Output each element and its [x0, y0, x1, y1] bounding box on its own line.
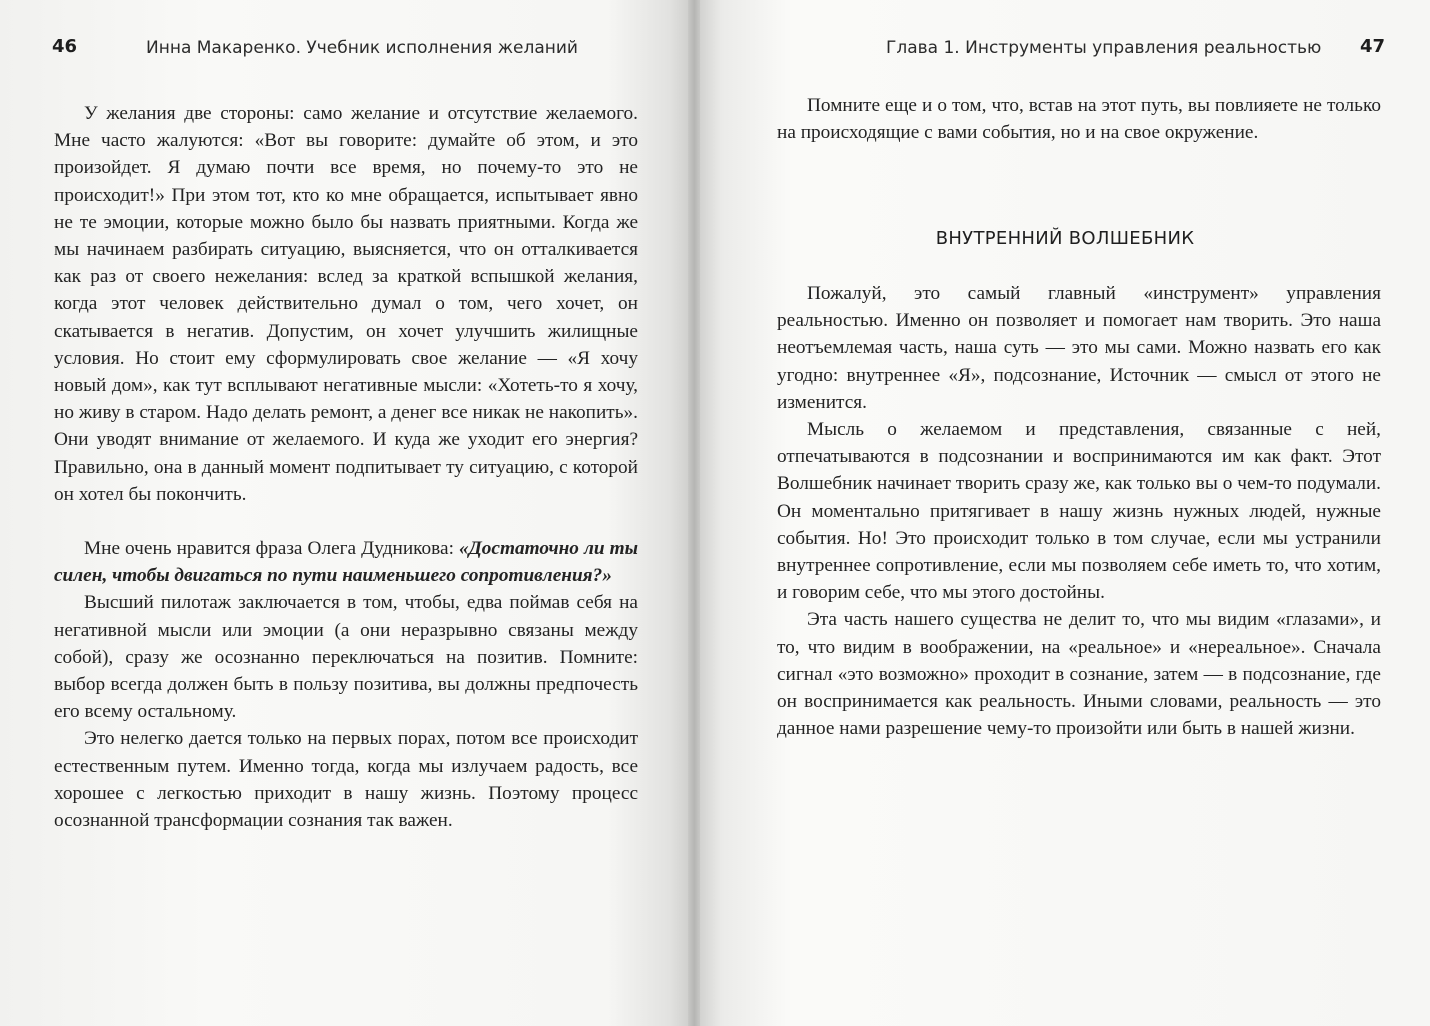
body-text: [54, 100, 638, 834]
quote-text: «Достаточно ли ты силен, чтобы двигаться по пути наименьшего сопротивления?»: [54, 538, 638, 587]
paragraph: Помните еще и о том, что, встав на этот путь, вы повлияете не только на происходящие с вами события, но и на свое окружение.: [777, 95, 1381, 144]
paragraph: Высший пилотаж заключается в том, чтобы, едва поймав себя на негативной мысли или эмоции (а они неразрывно связаны между собой), сразу же осознанно переключаться на позитив. Помните: выбор всегда должен быть в пользу позитива, вы должны предпочесть его всему остальному.: [54, 592, 638, 723]
page-number: 47: [1360, 36, 1386, 57]
quote-paragraph: [54, 535, 638, 589]
page-number: 46: [52, 36, 78, 57]
running-head: Глава 1. Инструменты управления реальностью: [886, 38, 1322, 58]
left-page: [0, 0, 690, 1026]
paragraph: Эта часть нашего существа не делит то, что мы видим «глазами», и то, что видим в воображении, на «реальное» и «нереальное». Сначала сигнал «это возможно» проходит в сознание, затем — в подсознание, где он воспринимается как реальность. Иными словами, реальность — это данное нами разрешение чему-то произойти или быть в нашей жизни.: [777, 609, 1381, 740]
body-text: [777, 280, 1381, 742]
running-head: Инна Макаренко. Учебник исполнения желаний: [146, 38, 578, 58]
paragraph: Это нелегко дается только на первых порах, потом все происходит естественным путем. Именно тогда, когда мы излучаем радость, все хорошее с легкостью приходит в нашу жизнь. Поэтому процесс осознанной трансформации сознания так важен.: [54, 728, 638, 832]
paragraph: У желания две стороны: само желание и отсутствие желаемого. Мне часто жалуются: «Вот вы говорите: думайте об этом, и это произойдет. Я думаю почти все время, но почему-то это не происходит!» При этом тот, кто ко мне обращается, испытывает явно не те эмоции, которые можно было бы назвать приятными. Когда же мы начинаем разбирать ситуацию, выясняется, что он отталкивается как раз от своего нежелания: вслед за краткой вспышкой желания, когда этот человек действительно думал о том, чего хочет, он скатывается в негатив. Допустим, он хочет улучшить жилищные условия. Но стоит ему сформулировать свое желание — «Я хочу новый дом», как тут всплывают негативные мысли: «Хотеть-то я хочу, но живу в старом. Надо делать ремонт, а денег все никак не накопить». Они уводят внимание от желаемого. И куда же уходит его энергия? Правильно, она в данный момент подпитывает ту ситуацию, с которой он хотел бы покончить.: [54, 103, 638, 505]
right-page: [700, 0, 1430, 1026]
paragraph: Мысль о желаемом и представления, связанные с ней, отпечатываются в подсознании и воспринимаются им как факт. Этот Волшебник начинает творить сразу же, как только вы о чем-то подумали. Он моментально притягивает в нашу жизнь нужных людей, нужные события. Но! Это происходит только в том случае, если мы устранили внутреннее сопротивление, если мы позволяем себе иметь то, что хотим, и говорим себе, что мы этого достойны.: [777, 419, 1381, 604]
paragraph: Пожалуй, это самый главный «инструмент» управления реальностью. Именно он позволяет и помогает нам творить. Это наша неотъемлемая часть, наша суть — это мы сами. Можно назвать его как угодно: внутреннее «Я», подсознание, Источник — смысл от этого не изменится.: [777, 283, 1381, 413]
quote-intro: Мне очень нравится фраза Олега Дудникова:: [84, 538, 459, 560]
intro-text: [777, 92, 1381, 146]
section-heading: ВНУТРЕННИЙ ВОЛШЕБНИК: [935, 228, 1195, 249]
